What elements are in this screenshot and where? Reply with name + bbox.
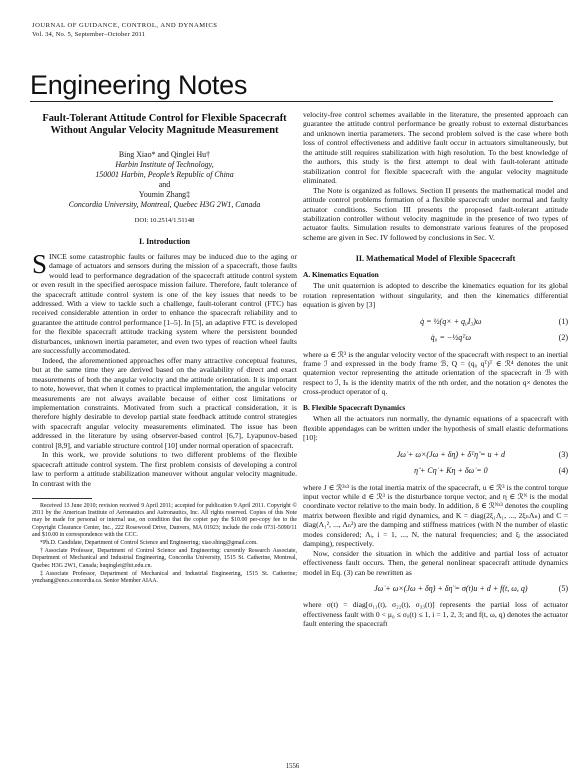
footnote-3: ‡Associate Professor, Department of Mechanical and Industrial Engineering, 1515 St. Catherine; ymzhang@encs.concordia.ca. Senior Member AIAA. bbox=[32, 570, 297, 585]
left-column bbox=[32, 110, 297, 586]
affiliation-1: Harbin Institute of Technology, bbox=[115, 159, 214, 169]
journal-name: JOURNAL OF GUIDANCE, CONTROL, AND DYNAMICS bbox=[32, 22, 218, 29]
equation-1 bbox=[303, 317, 568, 326]
right-column bbox=[303, 110, 568, 629]
authors-line: Bing Xiao* and Qinglei Hu† bbox=[118, 149, 211, 159]
equation-3-body: Jω̇ + ω×(Jω + δη̇) + δᵀη̈ = u + d bbox=[396, 449, 505, 459]
equation-3 bbox=[303, 450, 568, 459]
author-block bbox=[32, 150, 297, 210]
dynamics-paragraph: When all the actuators run normally, the dynamic equations of a spacecraft with flexible appendages can be written under the hypothesis of small elastic deformations [10]: bbox=[303, 414, 568, 443]
equation-2-number: (2) bbox=[558, 333, 568, 343]
equation-5-number: (5) bbox=[558, 584, 568, 594]
doi: DOI: 10.2514/1.51148 bbox=[134, 216, 195, 224]
equation-2-body: q̇₀ = −½qᵀω bbox=[430, 333, 471, 343]
section-banner: Engineering Notes bbox=[30, 70, 248, 100]
affiliation-2: 150001 Harbin, People’s Republic of China bbox=[95, 169, 234, 179]
equation-1-number: (1) bbox=[558, 316, 568, 326]
footnote-received: Received 13 June 2010; revision received 9 April 2011; accepted for publication 9 April 2011. Copyright © 2011 by the American Institute of Aeronautics and Astronautics, Inc. All rights reserved. Copies of this Note may be made for personal or internal use, on condition that the copier pay the $10.00 per-copy fee to the Copyright Clearance Center, Inc., 222 Rosewood Drive, Danvers, MA 01923; include the code 0731-5090/11 and $10.00 in correspondence with the CCC. bbox=[32, 503, 297, 538]
journal-header bbox=[32, 22, 217, 39]
equation-2 bbox=[303, 333, 568, 342]
intro-p1-text: some catastrophic faults or failures may be induced due to the aging or damage of actuators and sensors during the mission of a spacecraft, those faults would lead to performance degradation of the spacecraft attitude control system or even result in the specified aerospace mission failure. Therefore, fault tolerance of the spacecraft attitude control system is one of the key issues that needs to be addressed. With a view to tackle such a challenge, fault-tolerant control (FTC) has received considerable attention in order to enhance the spacecraft reliability and to guarantee the attitude control performance [1–5]. In [5], an adaptive FTC is developed for the flexible spacecraft attitude tracking system where the persistent bounded disturbances, unknown inertia parameter, and even two types of reaction wheel faults are successfully accommodated. bbox=[32, 251, 297, 356]
equation-4-number: (4) bbox=[558, 466, 568, 476]
intro-paragraph-1 bbox=[32, 248, 297, 356]
intro-paragraph-3: In this work, we provide solutions to two different problems of the flexible spacecraft attitude control system. The first problem consists of developing a control law to perform a attitude stabilization maneuver without angular velocity magnitude. In contrast with the bbox=[32, 450, 297, 488]
kinematics-definitions: where ω ∈ ℛ³ is the angular velocity vector of the spacecraft with respect to an inertial frame ℐ and expressed in the body frame ℬ, Q = (q₀ qᵀ)ᵀ ∈ ℛ⁴ denotes the unit quaternion vector representing the attitude orientation of the spacecraft in ℬ with respect to ℐ, Iₙ is the identity matrix of the nth order, and the notation q× denotes the cross-product operator of q. bbox=[303, 349, 568, 397]
author-3: Youmin Zhang‡ bbox=[138, 189, 191, 199]
footnotes bbox=[32, 503, 297, 585]
paper-title: Fault-Tolerant Attitude Control for Flexible Spacecraft Without Angular Velocity Magnitude Measurement bbox=[42, 113, 287, 137]
journal-issue: Vol. 34, No. 5, September–October 2011 bbox=[32, 30, 146, 38]
kinematics-paragraph: The unit quaternion is adopted to describe the kinematics equation for its global rotation representation without singularity, and then the kinematics differential equation is given by [3] bbox=[303, 281, 568, 310]
right-paragraph-2: The Note is organized as follows. Section II presents the mathematical model and attitude control problems formation of a flexible spacecraft under normal and faulty actuator conditions. Section III presents the proposed fault-tolerant attitude stabilization controller without velocity magnitude in the presence of two types of actuator faults. Simulation results to demonstrate various features of the proposed scheme are given in Sec. IV followed by conclusions in Sec. V. bbox=[303, 185, 568, 242]
section-2-heading: II. Mathematical Model of Flexible Spacecraft bbox=[355, 254, 516, 264]
equation-3-number: (3) bbox=[558, 449, 568, 459]
intro-lead-word: INCE bbox=[49, 251, 67, 261]
footnote-2: †Associate Professor, Department of Control Science and Engineering; currently Research Associate, Department of Mechanical and Industrial Engineering, Concordia University, 1515 St. Catherine, Montreal, Quebec H3G 2W1, Canada; huqinglei@hit.edu.cn. bbox=[32, 548, 297, 569]
title-block bbox=[32, 113, 297, 225]
footnote-rule bbox=[32, 498, 92, 499]
intro-paragraph-2: Indeed, the aforementioned approaches offer many attractive conceptual features, but at the same time they are derived based on the availability of direct and exact measurements of both the angular velocity and the attitude orientation. It is important to note, however, that when it comes to practical implementation, the angular velocity measurements are not always available because of either cost limitations or implementation constraints. Motivated from such a practical consideration, it is therefore highly desirable to develop partial state feedback attitude control strategies with spacecraft angular velocity measurements eliminated. The issue has been addressed in the literature by using observer-based control [6,7], Lyapunov-based control [8,9], and variable structure control [10] under normal operation of spacecraft. bbox=[32, 355, 297, 450]
drop-cap: S bbox=[32, 248, 48, 279]
subsection-a-heading: A. Kinematics Equation bbox=[303, 269, 379, 279]
equation-1-body: q̇ = ½(q× + q₀I₃)ω bbox=[420, 316, 482, 326]
right-paragraph-1: velocity-free control schemes available in the literature, the presented approach can guarantee the attitude control performance be greatly robust to external disturbances and unknown inertia parameters. The second problem solved is the case where both loss of control effectiveness and additive fault occur in actuators simultaneously, but the attitude still requires stabilization with high resolution. To the best knowledge of the authors, this study is the first attempt to deal with fault-tolerant attitude stabilization control for flexible spacecraft with the angular velocity magnitude eliminated. bbox=[303, 110, 568, 186]
equation-4 bbox=[303, 466, 568, 475]
footnote-1: *Ph.D. Candidate, Department of Control Science and Engineering; xiao.shing@gmail.com. bbox=[40, 540, 258, 547]
top-rule bbox=[30, 101, 553, 102]
equation-5-body: Jω̇ + ω×(Jω + δη̇) + δη̈ = σ(t)u + d + f(t, ω, q) bbox=[374, 584, 528, 594]
affiliation-3: Concordia University, Montreal, Quebec H3G 2W1, Canada bbox=[68, 199, 261, 209]
fault-definitions: where σ(t) = diag[σ₁₁(t), σ₂₂(t), σ₃₃(t)] represents the partial loss of actuator effectiveness fault with 0 < μ₀ ≤ σᵢᵢ(t) ≤ 1, i = 1, 2, 3; and f(t, ω, q) denotes the actuator fault entering the spacecraft bbox=[303, 600, 568, 629]
subsection-b-heading: B. Flexible Spacecraft Dynamics bbox=[303, 402, 406, 412]
page-number: 1556 bbox=[285, 763, 300, 770]
equation-5 bbox=[303, 584, 568, 593]
intro-heading: I. Introduction bbox=[138, 237, 191, 247]
dynamics-definitions: where J ∈ ℛ³ˣ³ is the total inertia matrix of the spacecraft, u ∈ ℛ³ is the control torque input vector while d ∈ ℛ³ is the disturbance torque vector, and η ∈ ℛᴺ is the modal coordinate vector relative to the main body. In addition, δ ∈ ℛᴺˣ³ denotes the coupling matrix between flexible and rigid dynamics, and K = diag(2ξ₁Λ₁, ..., 2ξₙΛₙ) and C = diag(Λ₁², ..., Λₙ²) are the damping and stiffness matrices (with N the number of elastic modes considered; Λᵢ, i = 1, ..., N, the natural frequencies; and ξᵢ the associated damping), respectively. bbox=[303, 482, 568, 549]
fault-paragraph: Now, consider the situation in which the additive and partial loss of actuator effectiveness fault occurs. Then, the general nonlinear spacecraft attitude dynamics model in Eq. (3) can be rewritten as bbox=[303, 548, 568, 577]
equation-4-body: η̈ + Cη̇ + Kη + δω̇ = 0 bbox=[414, 466, 488, 476]
and-word: and bbox=[158, 179, 171, 189]
